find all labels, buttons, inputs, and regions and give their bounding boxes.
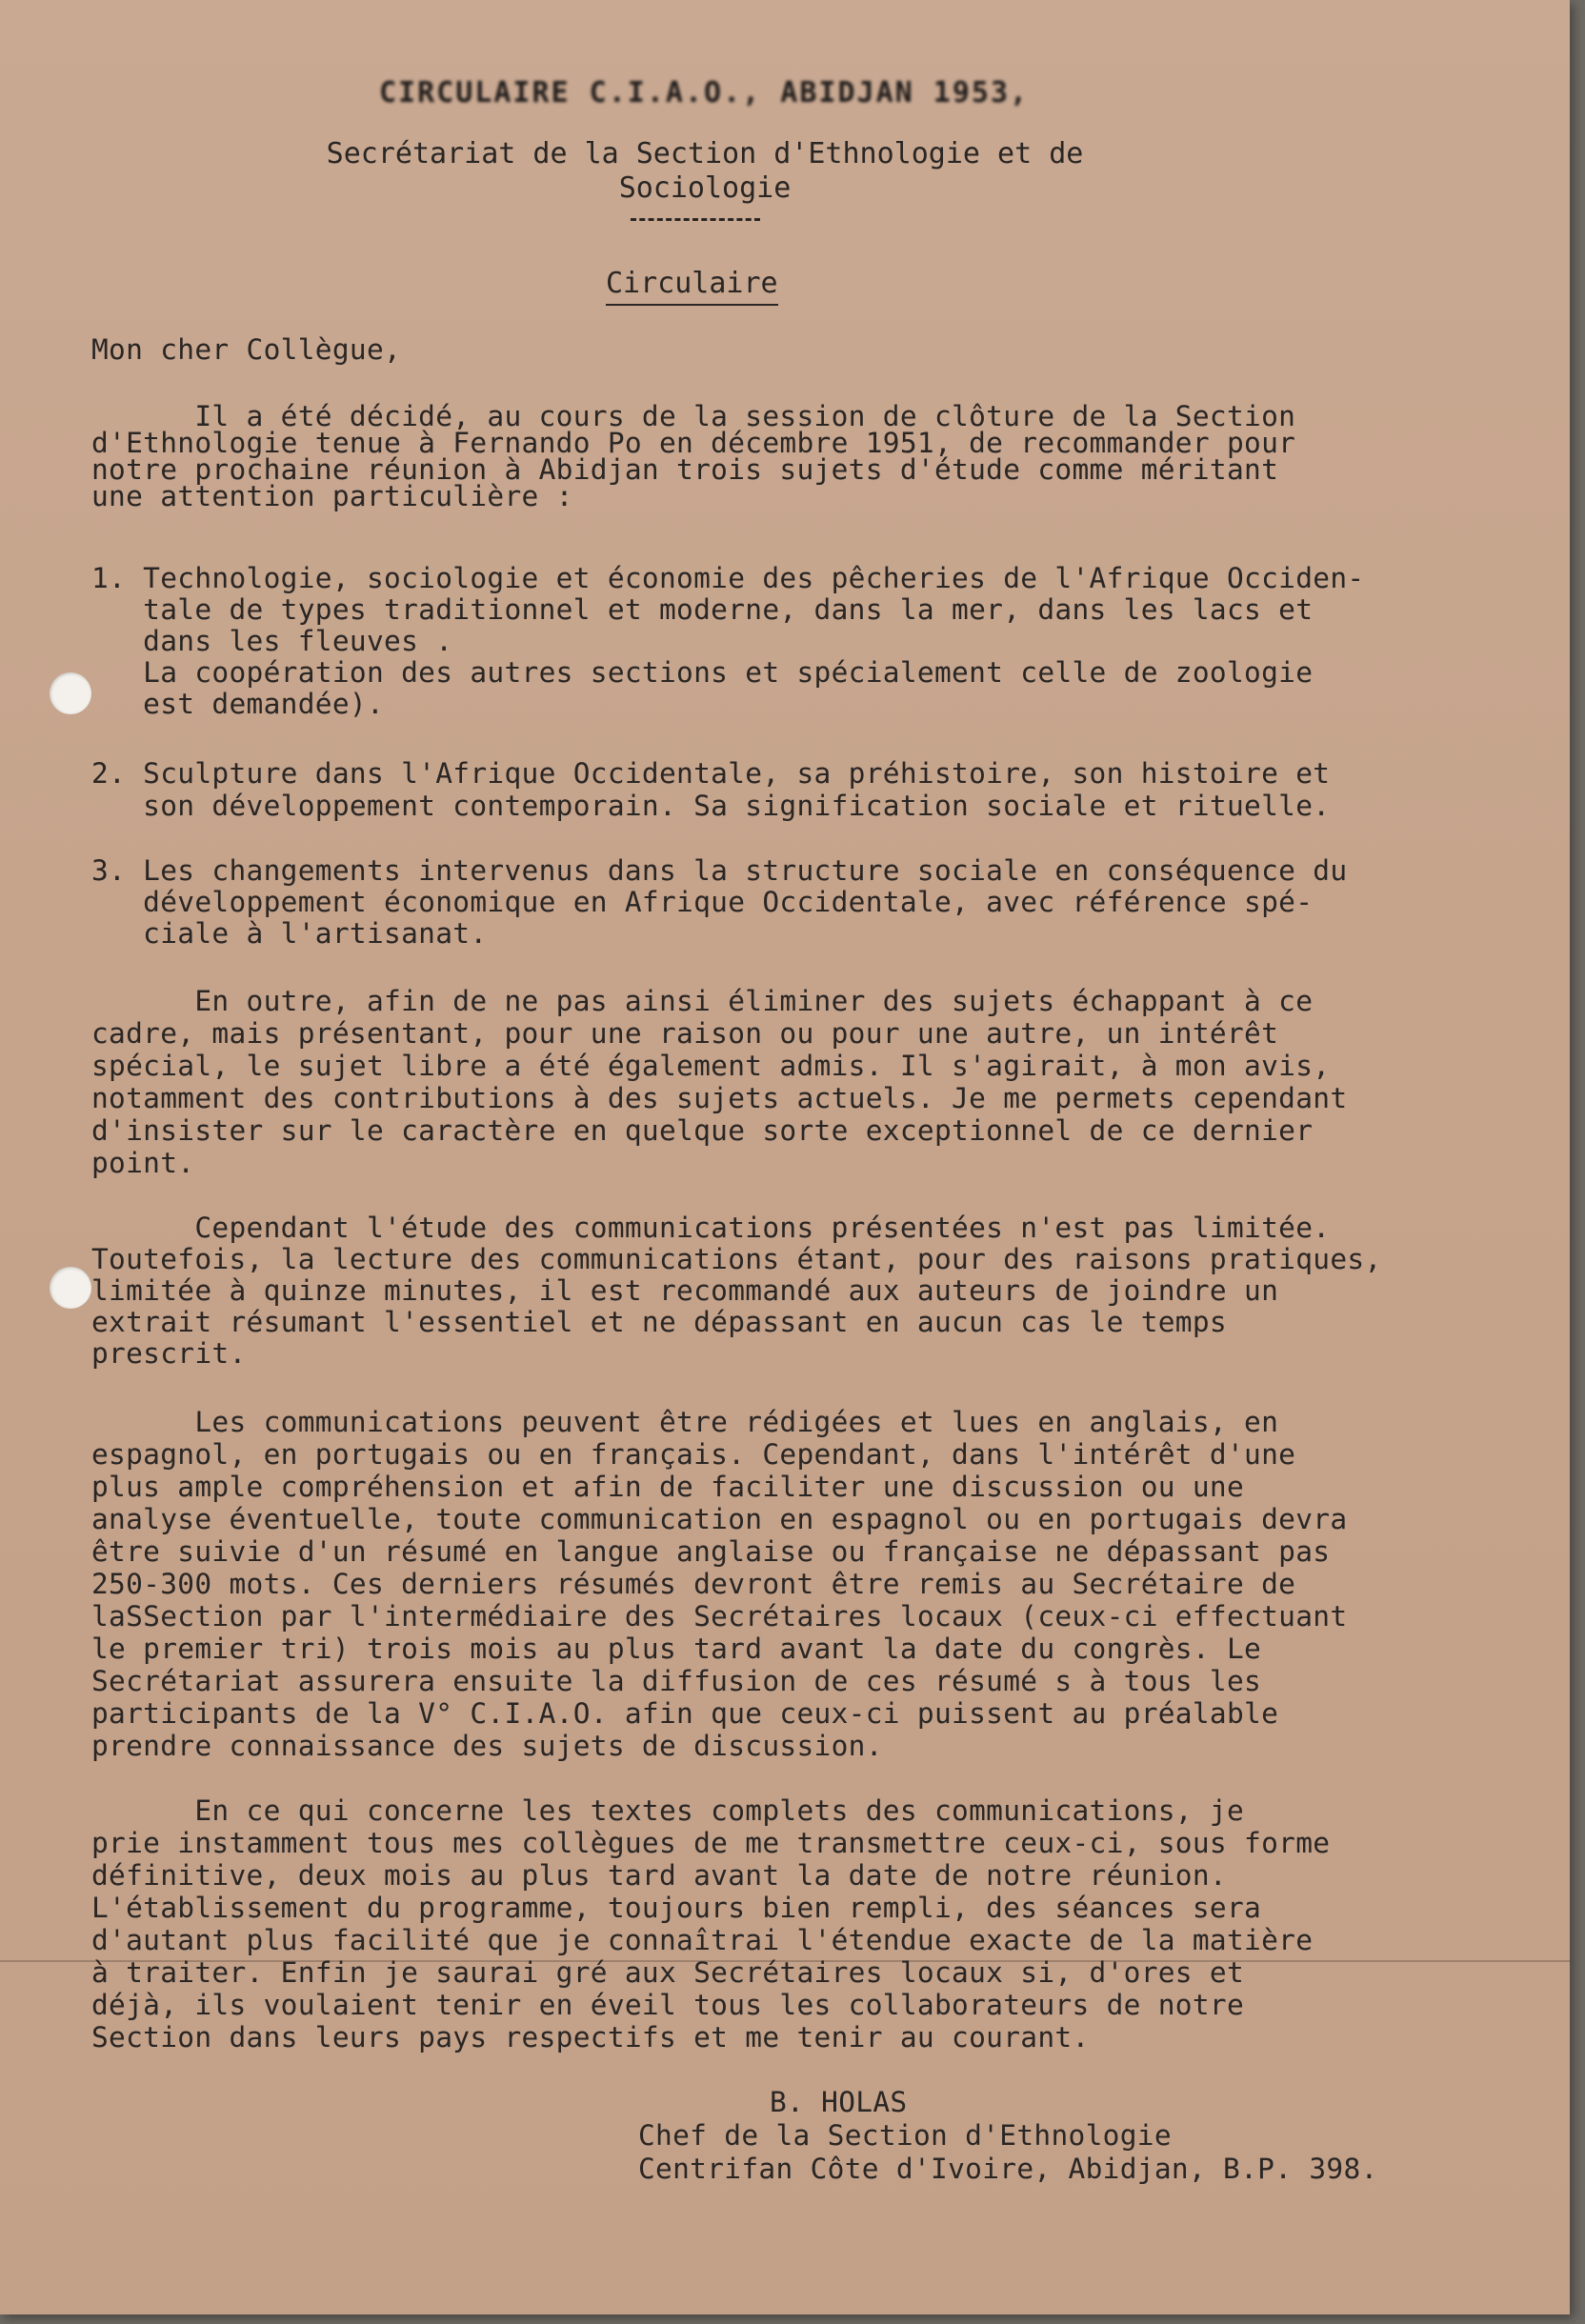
paragraph-langues-line: prendre connaissance des sujets de discussion. (91, 1730, 883, 1762)
secretariat-line-2: Sociologie (618, 171, 792, 205)
topic-3-line: ciale à l'artisanat. (91, 917, 488, 950)
paragraph-langues-line: analyse éventuelle, toute communication en espagnol ou en portugais devra (91, 1503, 1348, 1535)
redacted-header: CIRCULAIRE C.I.A.O., ABIDJAN 1953, (379, 76, 1030, 110)
topic-1-line: tale de types traditionnel et moderne, dans la mer, dans les lacs et (91, 593, 1314, 626)
paragraph-langues-line: 250-300 mots. Ces derniers résumés devront être remis au Secrétaire de (91, 1568, 1296, 1600)
salutation: Mon cher Collègue, (91, 333, 402, 366)
paragraph-textes-line: à traiter. Enfin je saurai gré aux Secrétaires locaux si, d'ores et (91, 1956, 1245, 1989)
paragraph-en-outre-line: spécial, le sujet libre a été également admis. Il s'agirait, à mon avis, (91, 1050, 1331, 1082)
paragraph-textes-line: En ce qui concerne les textes complets des communications, je (91, 1794, 1245, 1827)
secretariat-line-1: Secrétariat de la Section d'Ethnologie et de (326, 137, 1084, 170)
signature-address: Centrifan Côte d'Ivoire, Abidjan, B.P. 398. (638, 2153, 1378, 2185)
signature-title: Chef de la Section d'Ethnologie (638, 2119, 1172, 2152)
paragraph-en-outre-line: notamment des contributions à des sujets actuels. Je me permets cependant (91, 1082, 1348, 1114)
paragraph-langues-line: être suivie d'un résumé en langue anglaise ou française ne dépassant pas (91, 1535, 1331, 1568)
paragraph-langues-line: le premier tri) trois mois au plus tard avant la date du congrès. Le (91, 1633, 1262, 1665)
paragraph-textes-line: définitive, deux mois au plus tard avant la date de notre réunion. (91, 1859, 1227, 1892)
paragraph-cependant-line: Cependant l'étude des communications présentées n'est pas limitée. (91, 1212, 1331, 1244)
paragraph-langues-line: plus ample compréhension et afin de faciliter une discussion ou une (91, 1471, 1245, 1503)
signature-name: B. HOLAS (770, 2086, 908, 2118)
paragraph-cependant-line: prescrit. (91, 1337, 247, 1370)
paragraph-langues-line: espagnol, en portugais ou en français. Cependant, dans l'intérêt d'une (91, 1438, 1296, 1471)
topic-3-line: 3. Les changements intervenus dans la structure sociale en conséquence du (91, 854, 1348, 887)
paragraph-en-outre-line: d'insister sur le caractère en quelque sorte exceptionnel de ce dernier (91, 1114, 1314, 1147)
document-title: Circulaire (606, 267, 778, 306)
topic-2-line: 2. Sculpture dans l'Afrique Occidentale, sa préhistoire, son histoire et (91, 757, 1331, 790)
intro-paragraph-line: d'Ethnologie tenue à Fernando Po en décembre 1951, de recommander pour (91, 427, 1296, 459)
intro-paragraph-line: Il a été décidé, au cours de la session de clôture de la Section (91, 400, 1296, 432)
paragraph-en-outre-line: En outre, afin de ne pas ainsi éliminer des sujets échappant à ce (91, 985, 1314, 1017)
punch-hole-bottom (50, 1267, 91, 1309)
punch-hole-top (50, 672, 91, 714)
topic-3-line: développement économique en Afrique Occidentale, avec référence spé- (91, 886, 1314, 918)
topic-2-line: son développement contemporain. Sa signification sociale et rituelle. (91, 790, 1331, 822)
topic-1-line: La coopération des autres sections et spécialement celle de zoologie (91, 656, 1314, 689)
topic-1-line: dans les fleuves . (91, 625, 453, 657)
paragraph-textes-line: L'établissement du programme, toujours bien rempli, des séances sera (91, 1892, 1262, 1924)
paragraph-en-outre-line: point. (91, 1147, 195, 1179)
paragraph-textes-line: déjà, ils voulaient tenir en éveil tous les collaborateurs de notre (91, 1989, 1245, 2021)
paragraph-cependant-line: Toutefois, la lecture des communications étant, pour des raisons pratiques, (91, 1243, 1382, 1275)
intro-paragraph-line: une attention particulière : (91, 480, 573, 512)
intro-paragraph-line: notre prochaine réunion à Abidjan trois sujets d'étude comme méritant (91, 453, 1279, 486)
paragraph-langues-line: Secrétariat assurera ensuite la diffusion de ces résumé s à tous les (91, 1665, 1262, 1697)
header-divider (631, 218, 760, 224)
paragraph-cependant-line: extrait résumant l'essentiel et ne dépassant en aucun cas le temps (91, 1306, 1227, 1338)
paragraph-langues-line: laSSection par l'intermédiaire des Secrétaires locaux (ceux-ci effectuant (91, 1600, 1348, 1633)
paragraph-textes-line: Section dans leurs pays respectifs et me tenir au courant. (91, 2021, 1090, 2054)
paragraph-langues-line: participants de la V° C.I.A.O. afin que ceux-ci puissent au préalable (91, 1697, 1279, 1730)
paragraph-textes-line: prie instamment tous mes collègues de me transmettre ceux-ci, sous forme (91, 1827, 1331, 1859)
paragraph-textes-line: d'autant plus facilité que je connaîtrai l'étendue exacte de la matière (91, 1924, 1314, 1956)
paragraph-langues-line: Les communications peuvent être rédigées et lues en anglais, en (91, 1406, 1279, 1438)
paragraph-cependant-line: limitée à quinze minutes, il est recommandé aux auteurs de joindre un (91, 1274, 1279, 1307)
topic-1-line: 1. Technologie, sociologie et économie des pêcheries de l'Afrique Occiden- (91, 562, 1365, 594)
paragraph-en-outre-line: cadre, mais présentant, pour une raison ou pour une autre, un intérêt (91, 1017, 1279, 1050)
topic-1-line: est demandée). (91, 688, 385, 720)
